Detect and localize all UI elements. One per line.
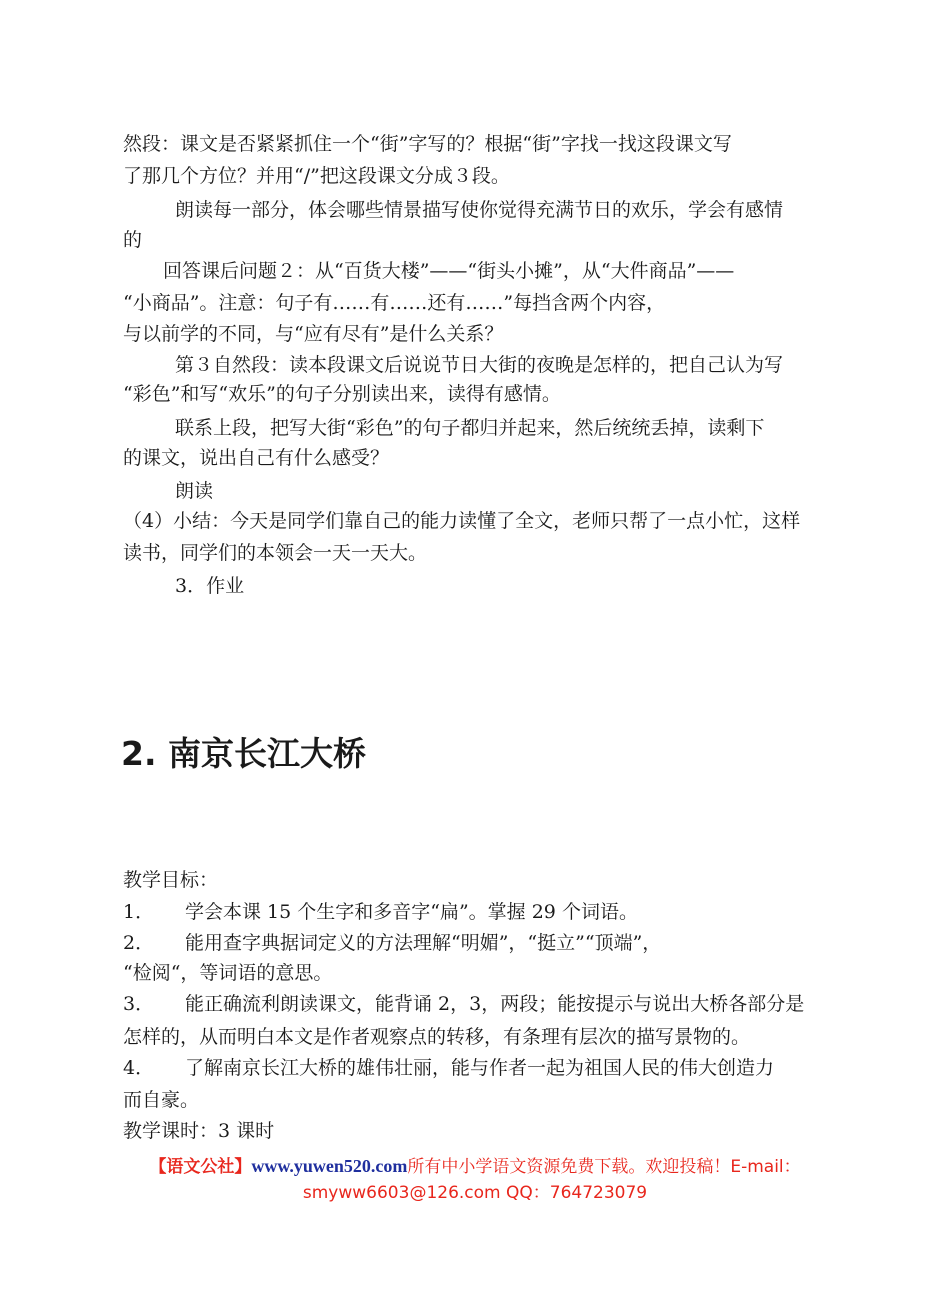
objective-text: 能正确流利朗读课文，能背诵 2，3，两段；能按提示与说出大桥各部分是: [185, 993, 805, 1015]
footer-url-link[interactable]: www.yuwen520.com: [251, 1156, 408, 1176]
body-line: “小商品”。注意：句子有……有……还有……”每挡含两个内容，: [123, 292, 666, 314]
footer-line-1: [0, 1152, 950, 1177]
body-line: 然段：课文是否紧紧抓住一个“街”字写的？根据“街”字找一找这段课文写: [123, 133, 732, 155]
body-line: （4）小结：今天是同学们靠自己的能力读懂了全文，老师只帮了一点小忙，这样: [123, 510, 801, 532]
objective-text: 学会本课 15 个生字和多音字“扁”。掌握 29 个词语。: [185, 901, 638, 923]
body-line: 回答课后问题２：从“百货大楼”——“街头小摊”，从“大件商品”——: [163, 260, 735, 282]
body-line: “彩色”和写“欢乐”的句子分别读出来，读得有感情。: [123, 383, 561, 405]
objective-item: [123, 929, 661, 957]
objective-continuation: “检阅“，等词语的意思。: [123, 962, 333, 984]
lesson-hours: 教学课时：3 课时: [123, 1120, 275, 1142]
body-line: 的课文，说出自己有什么感受？: [123, 447, 390, 469]
body-line: 朗读: [175, 480, 214, 502]
footer-text: 所有中小学语文资源免费下载。欢迎投稿！E-mail：: [407, 1157, 801, 1177]
body-line: 与以前学的不同，与“应有尽有”是什么关系？: [123, 323, 504, 345]
objective-number: 1．: [123, 901, 155, 923]
lesson-title: 2. 南京长江大桥: [121, 734, 366, 773]
footer-brand: 【语文公社】: [149, 1157, 252, 1177]
body-line: 第３自然段：读本段课文后说说节日大街的夜晚是怎样的，把自己认为写: [175, 354, 784, 376]
objective-item: [123, 898, 638, 926]
body-line: 3．作业: [175, 575, 245, 597]
objective-text: 能用查字典据词定义的方法理解“明媚”，“挺立”“顶端”，: [185, 932, 662, 954]
objective-number: 3．: [123, 993, 155, 1015]
body-line: 了那几个方位？并用“/”把这段课文分成３段。: [123, 165, 510, 187]
body-line: 朗读每一部分，体会哪些情景描写使你觉得充满节日的欢乐，学会有感情: [175, 199, 784, 221]
objective-number: 2．: [123, 932, 155, 954]
objective-item: [123, 990, 804, 1018]
objective-continuation: 而自豪。: [123, 1089, 200, 1111]
objective-item: [123, 1054, 774, 1082]
body-line: 的: [123, 229, 143, 251]
body-line: 读书，同学们的本领会一天一天大。: [123, 542, 428, 564]
footer-contact: smyww6603@126.com QQ：764723079: [302, 1183, 648, 1203]
body-line: 联系上段，把写大街“彩色”的句子都归并起来，然后统统丢掉，读剩下: [175, 417, 765, 439]
objective-number: 4．: [123, 1057, 155, 1079]
objective-text: 了解南京长江大桥的雄伟壮丽，能与作者一起为祖国人民的伟大创造力: [185, 1057, 775, 1079]
objective-continuation: 怎样的，从而明白本文是作者观察点的转移，有条理有层次的描写景物的。: [123, 1026, 751, 1048]
objectives-label: 教学目标：: [123, 869, 219, 891]
